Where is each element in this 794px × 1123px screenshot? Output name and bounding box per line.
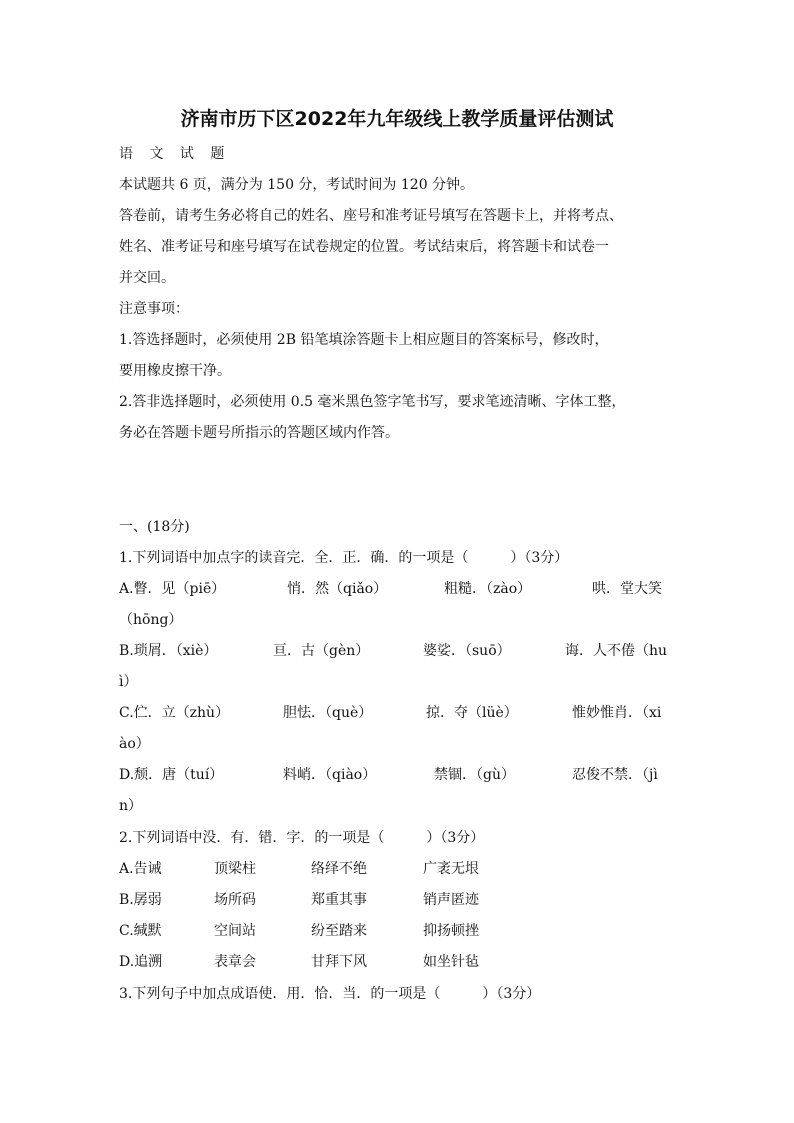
option-d-item-1: D.颓．唐（tuí） [119, 767, 224, 783]
q2-option-b-item-2: 场所码 [214, 892, 256, 908]
q2-option-a-item-2: 顶梁柱 [214, 861, 256, 877]
q2-option-b-item-4: 销声匿迹 [423, 892, 479, 908]
option-d-item-2: 料峭．（qiào） [283, 767, 377, 783]
q2-option-a-item-3: 络绎不绝 [311, 861, 367, 877]
notes-heading: 注意事项： [119, 301, 189, 317]
subject-label: 语 文 试 题 [119, 146, 231, 162]
option-d-wrap: n） [119, 798, 143, 814]
note-2-line-2: 务必在答题卡题号所指示的答题区域内作答。 [119, 425, 399, 441]
option-c-item-4: 惟妙惟肖．（xi [572, 705, 662, 721]
question-2-stem: 2.下列词语中没．有．错．字．的一项是（ ）（3分） [119, 830, 485, 846]
question-2-option-c [0, 921, 794, 941]
option-c-item-2: 胆怯．（què） [283, 705, 373, 721]
q2-option-c-item-4: 抑扬顿挫 [423, 923, 479, 939]
q2-option-b-item-3: 郑重其事 [311, 892, 367, 908]
q2-option-a-item-4: 广袤无垠 [423, 861, 479, 877]
q2-option-c-item-2: 空间站 [214, 923, 256, 939]
question-3-stem: 3.下列句子中加点成语使．用．恰．当．的一项是（ ）（3分） [119, 986, 541, 1002]
option-a-item-2: 悄．然（qiǎo） [287, 581, 388, 597]
question-1-option-c [0, 703, 794, 723]
q2-option-a-item-1: A.告诫 [119, 861, 162, 877]
intro-line-3: 姓名、准考证号和座号填写在试卷规定的位置。考试结束后，将答题卡和试卷一 [119, 239, 609, 255]
option-a-wrap: （hōng） [119, 612, 183, 628]
q2-option-c-item-1: C.缄默 [119, 923, 162, 939]
page-title: 济南市历下区2022年九年级线上教学质量评估测试 [180, 108, 614, 130]
option-a-item-4: 哄．堂大笑 [592, 581, 662, 597]
q2-option-d-item-2: 表章会 [214, 954, 256, 970]
option-b-item-1: B.琐屑．（xiè） [119, 643, 218, 659]
option-b-item-3: 婆娑．（suō） [423, 643, 511, 659]
question-1-option-d [0, 765, 794, 785]
question-1-option-b [0, 641, 794, 661]
option-b-item-4: 诲．人不倦（hu [565, 643, 668, 659]
option-c-item-3: 掠．夺（lüè） [426, 705, 518, 721]
question-1-option-a [0, 579, 794, 599]
question-2-option-a [0, 859, 794, 879]
question-2-option-d [0, 952, 794, 972]
option-a-item-3: 粗糙．（zào） [444, 581, 532, 597]
note-1-line-1: 1.答选择题时，必须使用 2B 铅笔填涂答题卡上相应题目的答案标号，修改时， [119, 332, 609, 348]
q2-option-c-item-3: 纷至踏来 [311, 923, 367, 939]
q2-option-b-item-1: B.孱弱 [119, 892, 162, 908]
question-2-option-b [0, 890, 794, 910]
note-2-line-1: 2.答非选择题时，必须使用 0.5 毫米黑色签字笔书写，要求笔迹清晰、字体工整， [119, 394, 626, 410]
section-1-heading: 一、(18分) [119, 519, 190, 535]
intro-line-1: 本试题共 6 页，满分为 150 分，考试时间为 120 分钟。 [119, 177, 475, 193]
note-1-line-2: 要用橡皮擦干净。 [119, 363, 231, 379]
q2-option-d-item-4: 如坐针毡 [423, 954, 479, 970]
option-c-item-1: C.伫．立（zhù） [119, 705, 230, 721]
intro-line-4: 并交回。 [119, 270, 175, 286]
option-c-wrap: ào） [119, 736, 150, 752]
q2-option-d-item-3: 甘拜下风 [311, 954, 367, 970]
option-a-item-1: A.瞥．见（piē） [119, 581, 226, 597]
option-b-wrap: ì） [119, 674, 138, 690]
intro-line-2: 答卷前，请考生务必将自己的姓名、座号和准考证号填写在答题卡上，并将考点、 [119, 208, 623, 224]
option-d-item-4: 忍俊不禁．（jì [572, 767, 658, 783]
q2-option-d-item-1: D.追溯 [119, 954, 163, 970]
question-1-stem: 1.下列词语中加点字的读音完．全．正．确．的一项是（ ）（3分） [119, 550, 569, 566]
option-d-item-3: 禁锢．（gù） [434, 767, 515, 783]
option-b-item-2: 亘．古（gèn） [273, 643, 370, 659]
